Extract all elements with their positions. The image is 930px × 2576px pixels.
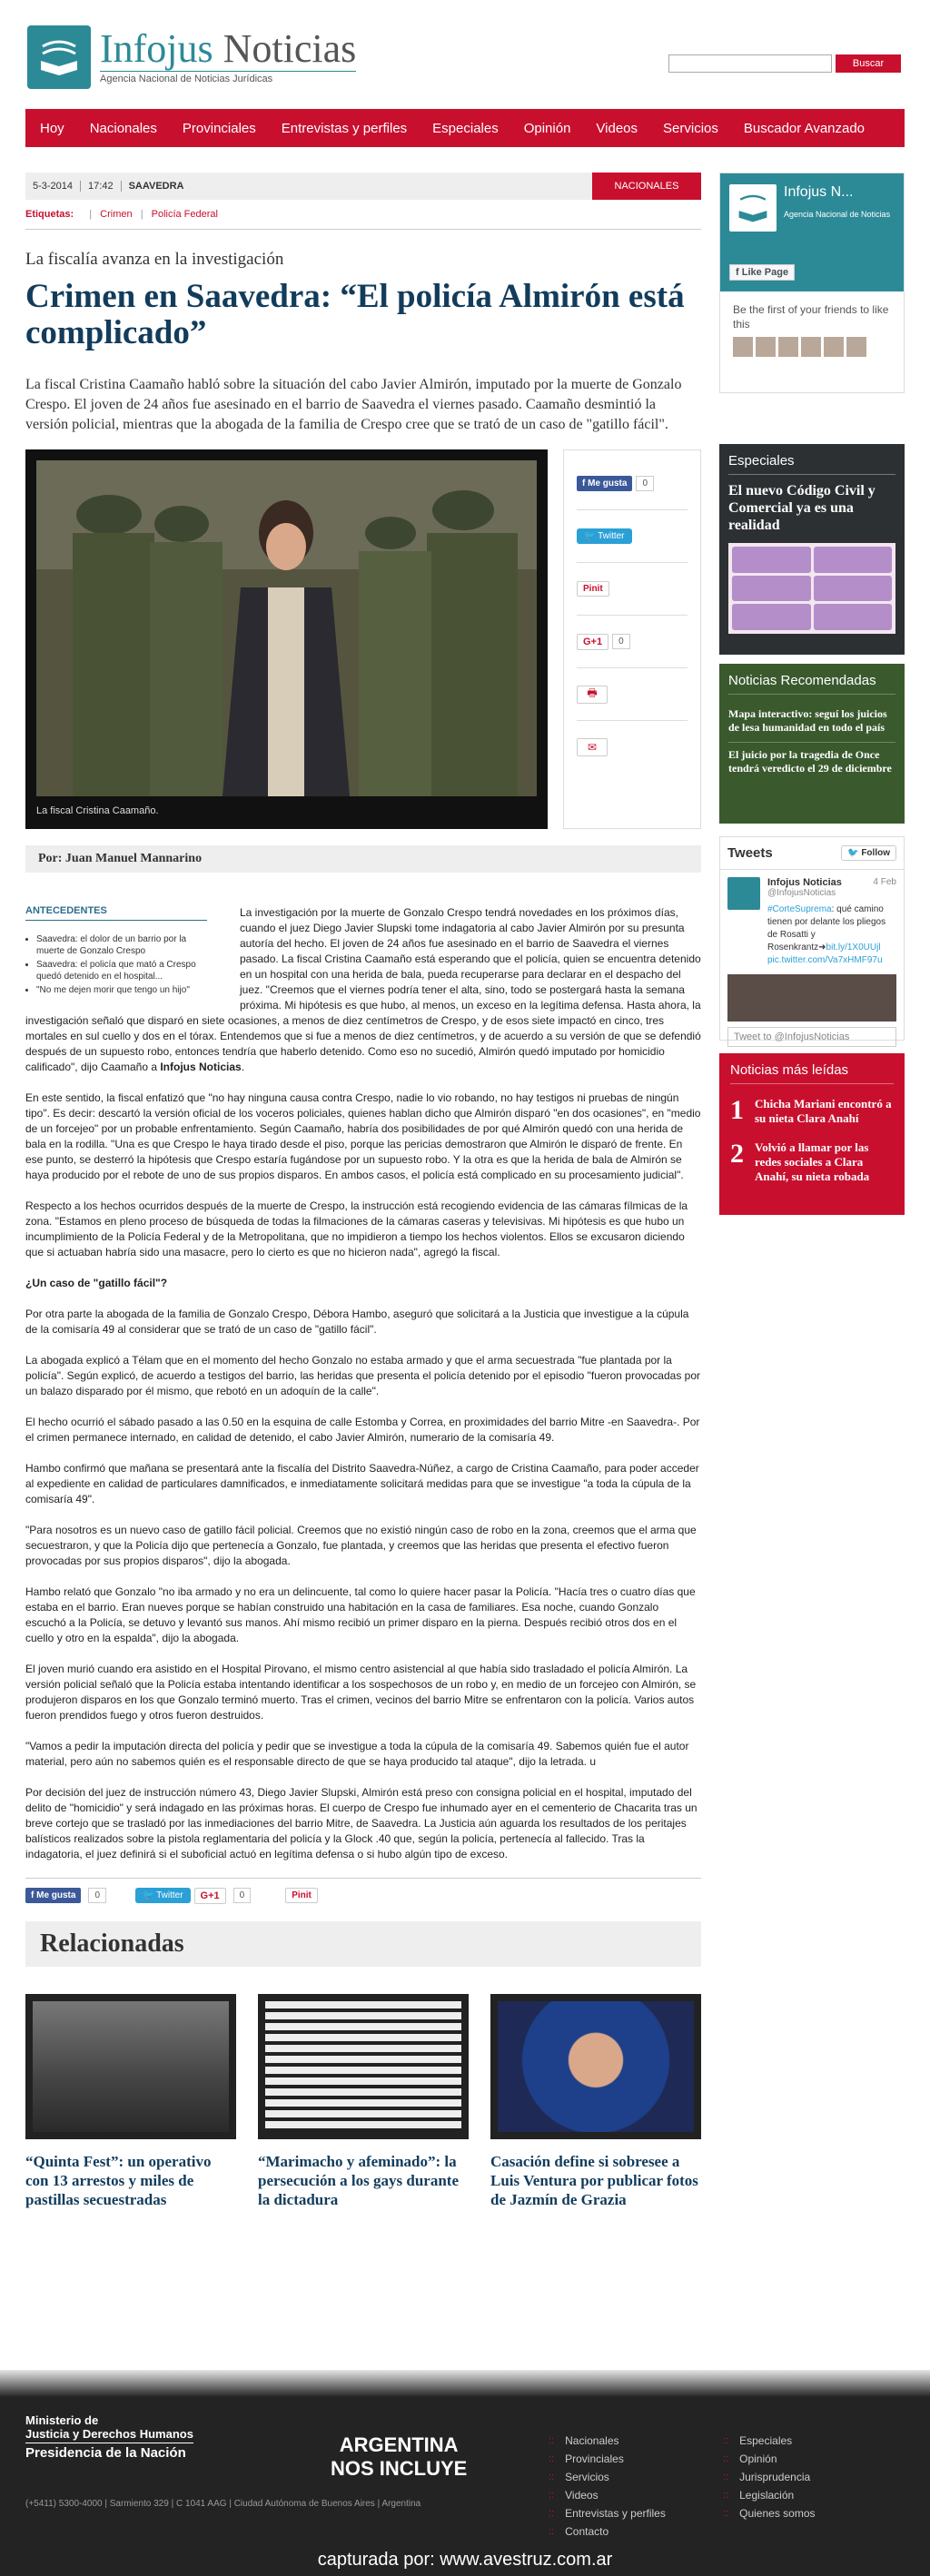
paragraph: Por otra parte la abogada de la familia de Gonzalo Crespo, Débora Hambo, aseguró que solicitará a la Justicia que investigue a la cúpula de la comisaría 49 al considerar que se trató de un caso de "gatillo fácil". — [25, 1308, 689, 1336]
ministry-logo[interactable]: Ministerio de Justicia y Derechos Humanos Presidencia de la Nación — [25, 2413, 193, 2461]
book-logo-icon — [27, 25, 91, 89]
photo-image — [36, 460, 537, 796]
avatar[interactable] — [727, 877, 760, 910]
mas-leida-title[interactable]: Volvió a llamar por las redes sociales a Clara Anahí, su nieta robada — [755, 1140, 870, 1183]
footer-address: (+5411) 5300-4000 | Sarmiento 329 | C 1041 AAG | Ciudad Autónoma de Buenos Aires | Argentina — [25, 2499, 421, 2509]
related-card[interactable] — [258, 1994, 469, 2209]
footer-link[interactable]: :: Servicios — [549, 2468, 666, 2486]
mas-leida-title[interactable]: Chicha Mariani encontró a su nieta Clara Anahí — [755, 1097, 892, 1125]
article-photo — [25, 449, 548, 829]
tags-bar: Etiquetas: | Crimen | Policía Federal — [25, 209, 701, 230]
article-date: 5-3-2014 — [25, 181, 81, 192]
article-lead: La fiscal Cristina Caamaño habló sobre la situación del cabo Javier Almirón, imputado por la muerte de Gonzalo Crespo. El joven de 24 años fue asesinado en el barrio de Saavedra el viernes pasado. Caamaño desmintió la versión policial, mientras que la abogada de la familia de Crespo cree que se trató de un caso de "gatillo fácil". — [25, 377, 682, 432]
related-title[interactable]: “Quinta Fest”: un operativo con 13 arrestos y miles de pastillas secuestradas — [25, 2153, 212, 2208]
tweet-hashtag[interactable]: #CorteSuprema — [767, 904, 832, 914]
nav-servicios[interactable]: Servicios — [663, 120, 718, 136]
site-logo[interactable] — [27, 23, 409, 91]
tweet — [720, 870, 904, 974]
recomendadas-title: Noticias Recomendadas — [728, 673, 895, 695]
bottom-share-bar — [25, 1878, 701, 1900]
recomendadas-box — [719, 664, 905, 824]
footer-links-col2 — [723, 2432, 816, 2522]
footer-link[interactable]: :: Especiales — [723, 2432, 816, 2450]
mas-leida-item[interactable] — [730, 1091, 894, 1135]
fb-friend-thumbs — [733, 337, 891, 357]
google-plus-button[interactable]: G+1 — [577, 634, 608, 650]
article-headline: Crimen en Saavedra: “El policía Almirón está complicado” — [25, 278, 685, 351]
paragraph: Hambo relató que Gonzalo "no iba armado y no era un delincuente, tal como lo quiere hacer pasar la Policía. "Hacía tres o cuatro días que estaba en el barrio. Eran nueves porque se habían construido una habitación en la casa de familiares. Esa noche, cuando Gonzalo escuchó a la Policía, se detuvo y levantó sus manos. Ahí mismo recibió un primer disparo en la pierna. Después recibió otros dos en el cuello y otro en la espalda", dijo la abogada. — [25, 1585, 696, 1644]
footer-link[interactable]: :: Entrevistas y perfiles — [549, 2504, 666, 2522]
tags-label: Etiquetas: — [25, 209, 74, 220]
paragraph: Hambo confirmó que mañana se presentará ante la fiscalía del Distrito Saavedra-Núñez, a cargo de Cristina Caamaño, para poder acceder al expediente en calidad de particulares damnificados, e inmediatamente solicitará medidas para que se investigue "a toda la cúpula de la comisaría 49". — [25, 1462, 699, 1505]
infojus-bold: Infojus Noticias — [160, 1061, 242, 1073]
google-plus-button-bottom[interactable]: G+1 — [194, 1888, 226, 1904]
print-icon[interactable]: 🖶 — [577, 686, 608, 704]
footer-link[interactable]: :: Videos — [549, 2486, 666, 2504]
nav-especiales[interactable]: Especiales — [432, 120, 499, 136]
relacionadas-list — [25, 1994, 701, 2209]
tweet-date[interactable]: 4 Feb — [873, 877, 896, 887]
site-header — [0, 0, 930, 109]
article-body — [25, 905, 701, 1862]
site-footer — [0, 2370, 930, 2576]
brand-tagline: Agencia Nacional de Noticias Jurídicas — [100, 71, 356, 84]
main-nav — [25, 109, 905, 147]
mas-leida-item[interactable] — [730, 1135, 894, 1193]
search-button[interactable]: Buscar — [836, 54, 901, 73]
antecedente-link[interactable]: • "No me dejen morir que tengo un hijo" — [36, 984, 207, 996]
tweet-author[interactable]: Infojus Noticias — [767, 877, 842, 888]
infojus-logo-icon — [729, 184, 777, 232]
paragraph: "Para nosotros es un nuevo caso de gatillo fácil policial. Creemos que no existió ningún caso de robo en la zona, creemos que el arma que secuestraron, y que la Policía dijo que pertenecía a Gonzalo, fue plantada, y creemos que las heridas que presenta el efectivo fueron provocadas por sus propios disparos", dijo la abogada. — [25, 1524, 697, 1567]
nav-buscador[interactable]: Buscador Avanzado — [743, 120, 866, 136]
nav-nacionales[interactable]: Nacionales — [89, 120, 157, 136]
paragraph: Respecto a los hechos ocurridos después de la muerte de Crespo, la instrucción está recogiendo evidencia de las cámaras fílmicas de la zona. "Estamos en pleno proceso de búsqueda de todas la filmaciones de la cámaras caseras y televisivas. Mi hipótesis es que hubo un incumplimiento de la Policía Federal y de la Metropolitana, que no impidieron a tiempo los hechos violentos. Ellos se excusaron diciendo que si actuaban habría sido una masacre, pero lo cierto es que no hicieron nada", agregó la fiscal. — [25, 1199, 688, 1258]
mas-leidas-box — [719, 1053, 905, 1215]
paragraph: El hecho ocurrió el sábado pasado a las 0.50 en la esquina de calle Estomba y Correa, en proximidades del barrio Mitre -en Saavedra-. Por el crimen permanece internado, en calidad de detenido, el cabo Javier Almirón, numerario de la comisaría 49. — [25, 1416, 700, 1444]
recomendada-link[interactable]: El juicio por la tragedia de Once tendrá veredicto el 29 de diciembre — [728, 748, 892, 775]
argentina-nos-incluye-logo: ARGENTINA NOS INCLUYE — [331, 2433, 468, 2480]
nav-provinciales[interactable]: Provinciales — [182, 120, 256, 136]
rank-number: 1 — [730, 1095, 744, 1125]
google-plus-count: 0 — [612, 634, 630, 649]
tweet-link[interactable]: bit.ly/1X0UUjl — [826, 943, 881, 952]
fb-friends-text: Be the first of your friends to like this — [733, 303, 889, 331]
facebook-page-widget — [719, 173, 905, 393]
footer-link[interactable]: :: Provinciales — [549, 2450, 666, 2468]
especiales-title: Especiales — [728, 453, 895, 475]
related-image — [258, 1994, 469, 2139]
footer-link[interactable]: :: Quienes somos — [723, 2504, 816, 2522]
photo-caption: La fiscal Cristina Caamaño. — [36, 805, 159, 816]
tweet-image[interactable] — [727, 974, 896, 1022]
footer-link[interactable]: :: Contacto — [549, 2522, 666, 2541]
tweet-pic-link[interactable]: pic.twitter.com/Va7xHMF97u — [767, 955, 883, 965]
nav-videos[interactable]: Videos — [596, 120, 638, 136]
fb-page-sub: Agencia Nacional de Noticias — [784, 210, 891, 219]
share-column — [563, 449, 701, 829]
paragraph: En este sentido, la fiscal enfatizó que "no hay ninguna causa contra Crespo, nadie lo vio robando, no hay testigos ni pruebas de ningún tipo". Es decir: descartó la versión oficial de los voceros policiales, quienes hablan dicho que Almirón disparó "en dos ocasiones", en "medio de un forcejeo" por un probable enfrentamiento. Según Caamaño, habría dos posibilidades de por qué Almirón quedó con una herida de bala en la rodilla. "Una es que Crespo le haya tirado desde el piso, porque las pericias demostraron que Almirón le disparó de frente. En ese punto, se desterró la hipótesis que Crespo estaría fugándose por un supuesto robo. Y la otra es que la herida de bala de Almirón se haya producido por el rebote de uno de sus propios disparos. En ambos casos, el policía está complicado en su procesamiento judicial". — [25, 1091, 701, 1181]
related-title[interactable]: “Marimacho y afeminado”: la persecución a los gays durante la dictadura — [258, 2153, 459, 2208]
article-author: Por: Juan Manuel Mannarino — [25, 845, 701, 873]
tag-crimen[interactable]: Crimen — [100, 209, 133, 220]
captured-by-watermark: capturada por: www.avestruz.com.ar — [317, 2550, 613, 2570]
related-card[interactable] — [490, 1994, 701, 2209]
facebook-like-button-bottom[interactable]: f Me gusta — [25, 1888, 81, 1903]
facebook-like-button[interactable]: f Me gusta — [577, 476, 632, 491]
subheading: ¿Un caso de "gatillo fácil"? — [25, 1277, 168, 1289]
antecedentes-title: ANTECEDENTES — [25, 905, 207, 921]
brand-name-1: Infojus — [100, 26, 213, 71]
especiales-box — [719, 444, 905, 655]
paragraph: La investigación por la muerte de Gonzalo Crespo tendrá novedades en los próximos días, cuando el juez Diego Javier Slupski tome indagatoria al cabo Javier Almirón por su presunta autoría del hecho. El joven de 24 años fue asesinado en el barrio de Saavedra el viernes pasado. La fiscal Cristina Caamaño está esperando que el policía, quien se encuentra detenido en un hospital con una herida de bala, pueda recuperarse para declarar en el despacho del juez. "Creemos que el viernes podría tener el alta, sino, todo se postergará hasta la semana próxima. Mi hipótesis es que hubo, al menos, un exceso en la legítima defensa. Hasta ahora, la investigación señaló que disparó en siete ocasiones, a menos de diez centímetros de Crespo, y de esos siete impactó en cinco, tres mortales en sul cuello y dos en el tórax. Entendemos que si fue a menos de diez centímetros, y de acuerdo a su versión de que se defendió después de un supuesto robo, entonces tendría que haberlo detenido. Como eso no sucedió, Almirón quedó imputado por homicidio calificado", dijo Caamaño a Infojus Noticias. — [25, 906, 701, 1073]
tag-policia-federal[interactable]: Policía Federal — [151, 209, 218, 220]
tweet-text: #CorteSuprema: qué camino tienen por delante los pliegos de Rosatti y Rosenkrantz➜bit.ly/1X0UUjl pic.twitter.com/Va7xHMF97u — [767, 904, 886, 965]
related-image — [25, 1994, 236, 2139]
footer-link[interactable]: :: Opinión — [723, 2450, 816, 2468]
search-form — [668, 54, 901, 73]
paragraph: La abogada explicó a Télam que en el momento del hecho Gonzalo no estaba armado y que el arma secuestrada "fue plantada por la policía". Según explicó, de acuerdo a testigos del barrio, las heridas que presenta el policía detenido por el episodio "fueron provocadas por un balazo disparado por él mismo, que rebotó en un adoquín de la calle". — [25, 1354, 700, 1397]
recomendada-link[interactable]: Mapa interactivo: seguí los juicios de lesa humanidad en todo el país — [728, 702, 895, 743]
pinit-button-bottom[interactable]: Pinit — [285, 1888, 318, 1903]
email-icon[interactable]: ✉ — [577, 738, 608, 756]
antecedente-link[interactable]: • Saavedra: el dolor de un barrio por la muerte de Gonzalo Crespo — [36, 933, 207, 957]
footer-link[interactable]: :: Jurisprudencia — [723, 2468, 816, 2486]
mas-leidas-title: Noticias más leídas — [730, 1062, 894, 1084]
tweet-to-input[interactable]: Tweet to @InfojusNoticias — [727, 1027, 896, 1047]
google-plus-count-bottom: 0 — [233, 1888, 252, 1903]
twitter-button[interactable]: 🐦 Twitter — [577, 528, 632, 544]
article-kicker: La fiscalía avanza en la investigación — [25, 250, 284, 269]
related-title[interactable]: Casación define si sobresee a Luis Ventura por publicar fotos de Jazmín de Grazia — [490, 2153, 698, 2208]
twitter-follow-button[interactable]: 🐦 Follow — [841, 845, 896, 861]
footer-link[interactable]: :: Nacionales — [549, 2432, 666, 2450]
related-image — [490, 1994, 701, 2139]
tweet-handle: @InfojusNoticias — [767, 888, 836, 898]
rank-number: 2 — [730, 1139, 744, 1169]
tweets-title: Tweets — [727, 845, 773, 861]
nav-opinion[interactable]: Opinión — [523, 120, 571, 136]
twitter-button-bottom[interactable]: 🐦 Twitter — [135, 1888, 191, 1903]
dateline — [25, 173, 701, 200]
article-time: 17:42 — [81, 181, 122, 192]
antecedente-link[interactable]: • Saavedra: el policía que mató a Crespo quedó detenido en el hospital... — [36, 959, 207, 982]
section-tag[interactable]: NACIONALES — [592, 173, 701, 200]
paragraph: El joven murió cuando era asistido en el Hospital Pirovano, el mismo centro asistencial al que había sido trasladado el policía Almirón. La versión policial señaló que la Policía estaba intentando identificar a los sospechosos de un robo y, en medio de un forcejeo con Almirón, se produjeron disparos en los que Gonzalo terminó muerto. Tras el crimen, vecinos del barrio Mitre se enfrentaron con la policía. Varios autos fueron prendidos fuego y otros fueron destruidos. — [25, 1663, 697, 1722]
article-location: SAAVEDRA — [128, 181, 184, 192]
brand-name-2: Noticias — [223, 26, 357, 71]
antecedentes-box — [25, 905, 207, 998]
paragraph: Por decisión del juez de instrucción número 43, Diego Javier Slupski, Almirón está preso con consigna policial en el hospital, imputado del delito de "homicidio" y será indagado en las próximas horas. El cuerpo de Crespo fue inhumado ayer en el cementerio de Chacarita tras un breve cortejo que se trasladó por las inmediaciones del barrio Mitre, de Saavedra. La Justicia aún aguarda los resultados de los peritajes balísticos realizados sobre la pistola reglamentaria del policía y la Glock .40 que, según la policía, pertenecía al fallecido. Tras la indagatoria, el juez definirá si el suboficial actuó en legítima defensa o si hubo algún tipo de exceso. — [25, 1786, 698, 1860]
nav-entrevistas[interactable]: Entrevistas y perfiles — [281, 120, 408, 136]
nav-hoy[interactable]: Hoy — [40, 120, 64, 136]
related-card[interactable] — [25, 1994, 236, 2209]
pinit-button[interactable]: Pinit — [577, 581, 609, 597]
paragraph: "Vamos a pedir la imputación directa del policía y pedir que se investigue a toda la cúpula de la comisaría 49. Sabemos quién fue el autor material, pero aún no sabemos quién es el responsable directo de que se haya producido tal ataque", dijo la letrada. u — [25, 1740, 689, 1768]
article-main — [25, 173, 701, 2209]
sidebar — [719, 173, 905, 1215]
facebook-like-count-bottom: 0 — [88, 1888, 106, 1903]
twitter-widget — [719, 836, 905, 1041]
especiales-image[interactable] — [728, 543, 895, 634]
footer-link[interactable]: :: Legislación — [723, 2486, 816, 2504]
especiales-headline[interactable]: El nuevo Código Civil y Comercial ya es una realidad — [728, 483, 876, 533]
fb-page-name[interactable]: Infojus N... — [784, 184, 854, 200]
relacionadas-header: Relacionadas — [25, 1921, 701, 1967]
footer-links-col1 — [549, 2432, 666, 2541]
search-input[interactable] — [668, 54, 832, 73]
facebook-like-count: 0 — [636, 476, 654, 491]
fb-like-page-button[interactable]: f Like Page — [729, 264, 795, 281]
